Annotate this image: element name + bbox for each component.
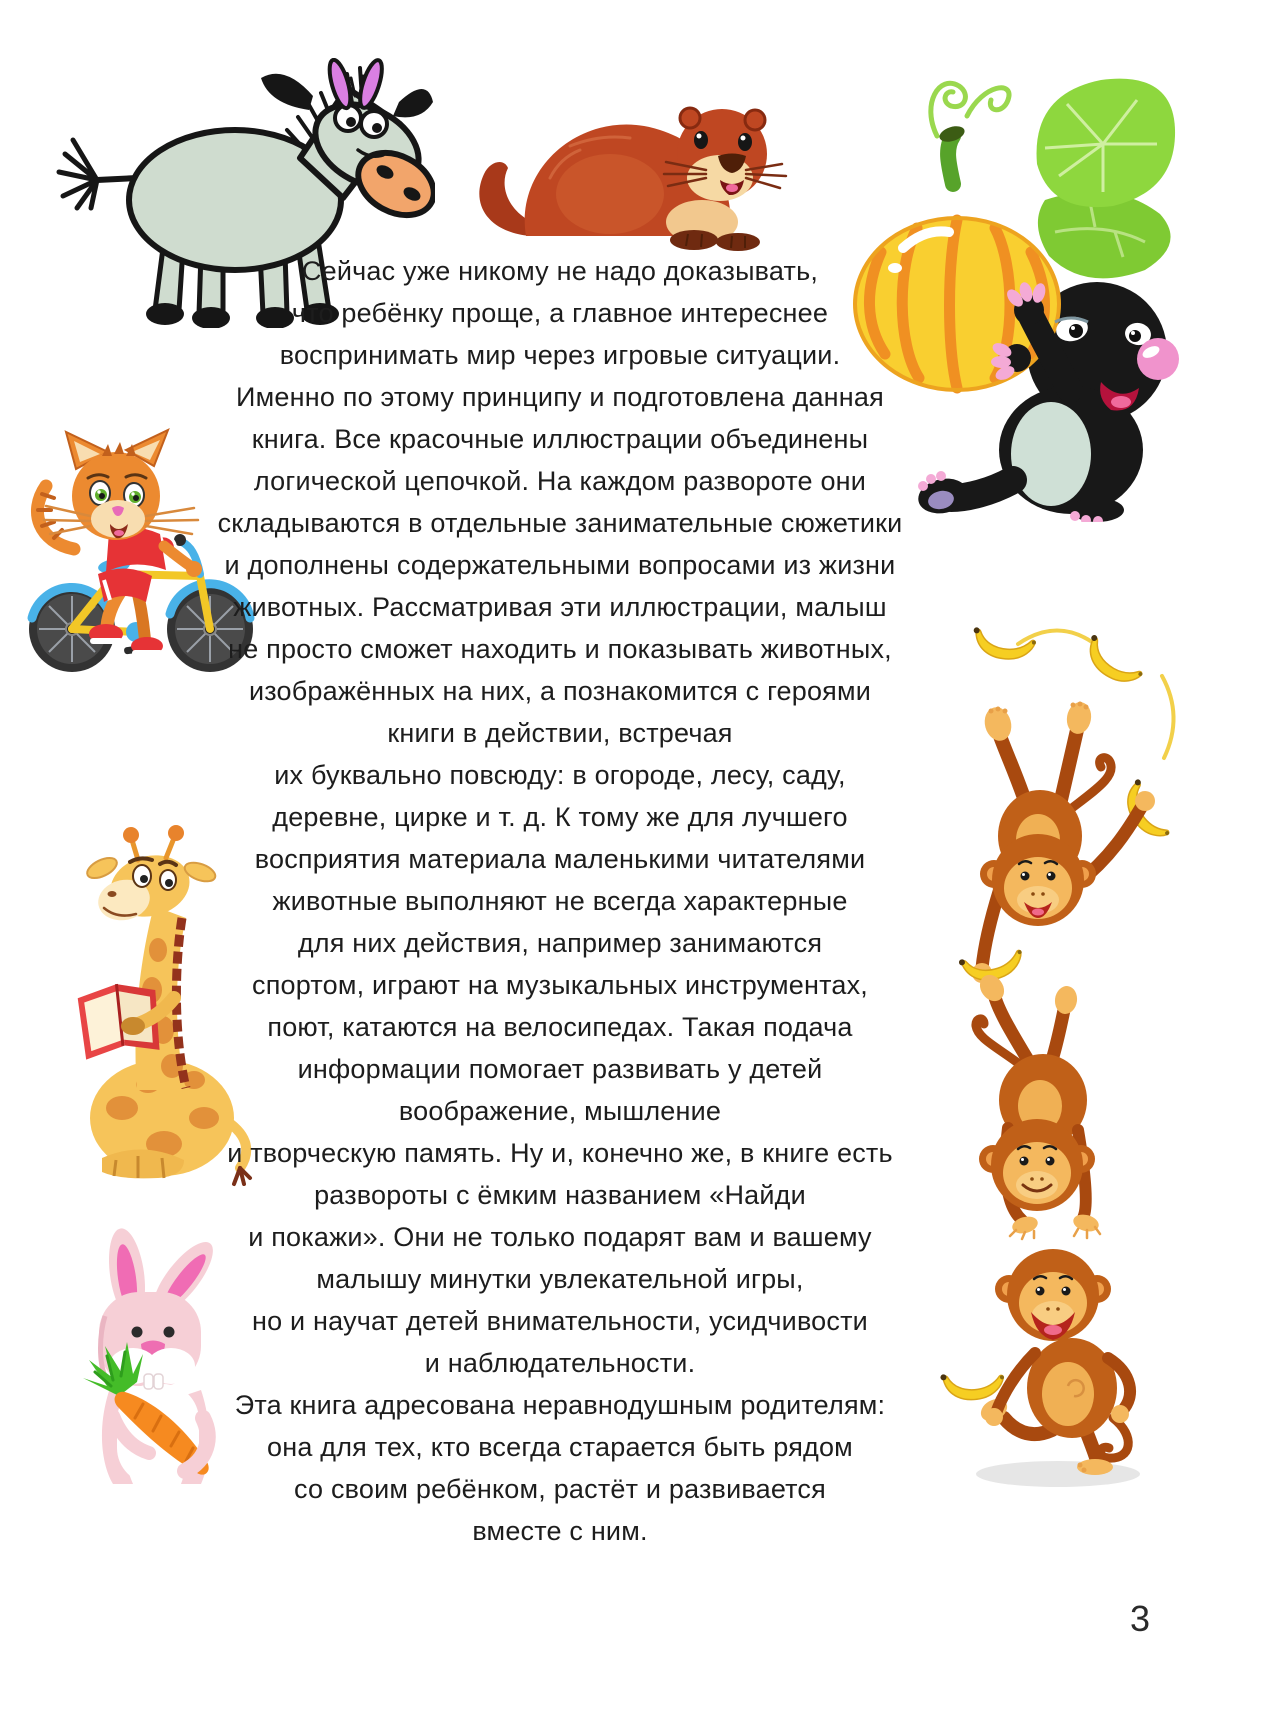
otter-icon — [470, 76, 790, 256]
paragraph-line: и дополнены содержательными вопросами из жизни — [224, 550, 896, 580]
paragraph-line: животные выполняют не всегда характерные — [272, 886, 848, 916]
paragraph-line: и наблюдательности. — [424, 1348, 696, 1378]
paragraph-line: но и научат детей внимательности, усидчивости — [252, 1306, 868, 1336]
page-number: 3 — [1129, 1598, 1151, 1639]
paragraph-line: Сейчас уже никому не надо доказывать, — [301, 256, 819, 286]
paragraph-line: воображение, мышление — [398, 1096, 722, 1126]
paragraph-line: Именно по этому принципу и подготовлена данная — [236, 382, 884, 412]
paragraph-line: спортом, играют на музыкальных инструментах, — [252, 970, 868, 1000]
paragraph-line: изображённых на них, а познакомится с героями — [248, 676, 872, 706]
paragraph-line: деревне, цирке и т. д. К тому же для лучшего — [272, 802, 848, 832]
paragraph-line: и творческую память. Ну и, конечно же, в книге есть — [227, 1138, 893, 1168]
paragraph-line: что ребёнку проще, а главное интереснее — [291, 298, 829, 328]
paragraph-line: их буквально повсюду: в огороде, лесу, саду, — [274, 760, 846, 790]
paragraph-line: вместе с ним. — [472, 1516, 648, 1546]
paragraph-line: книги в действии, встречая — [387, 718, 733, 748]
monkeys-icon — [880, 568, 1220, 1498]
paragraph-line: она для тех, кто всегда старается быть рядом — [267, 1432, 853, 1462]
paragraph-line: информации помогает развивать у детей — [297, 1054, 823, 1084]
paragraph-line: поют, катаются на велосипедах. Такая подача — [267, 1012, 853, 1042]
paragraph-line: книга. Все красочные иллюстрации объединены — [251, 424, 869, 454]
paragraph-line: и покажи». Они не только подарят вам и вашему — [248, 1222, 872, 1252]
paragraph-line: логической цепочкой. На каждом развороте они — [253, 466, 867, 496]
paragraph-line: складываются в отдельные занимательные сюжетики — [217, 508, 903, 538]
paragraph-line: воспринимать мир через игровые ситуации. — [279, 340, 841, 370]
paragraph-line: малышу минутки увлекательной игры, — [316, 1264, 804, 1294]
paragraph-line: восприятия материала маленькими читателями — [254, 844, 866, 874]
paragraph-line: не просто сможет находить и показывать животных, — [228, 634, 892, 664]
otter-illustration — [470, 76, 790, 256]
paragraph-line: для них действия, например занимаются — [297, 928, 823, 958]
paragraph-line: животных. Рассматривая эти иллюстрации, малыш — [233, 592, 887, 622]
paragraph-line: Эта книга адресована неравнодушным родителям: — [234, 1390, 886, 1420]
paragraph-line: развороты с ёмким названием «Найди — [314, 1180, 806, 1210]
paragraph-line: со своим ребёнком, растёт и развивается — [294, 1474, 826, 1504]
intro-paragraph — [205, 250, 915, 1552]
monkeys-juggling-illustration — [880, 568, 1220, 1498]
